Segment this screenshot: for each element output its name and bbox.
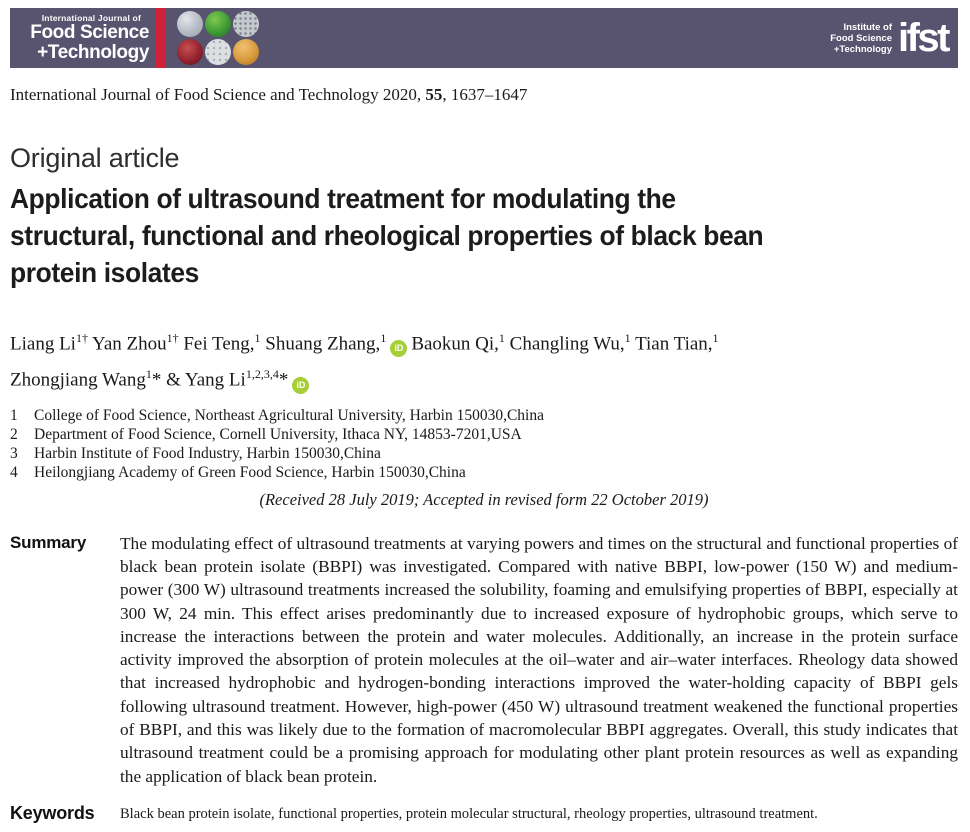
author-line-2: [10, 359, 958, 395]
affiliation-text: Heilongjiang Academy of Green Food Science, Harbin 150030,China: [34, 463, 466, 481]
ifst-text-line2: Food Science: [830, 32, 892, 44]
author-line-1: [10, 323, 958, 359]
article-title-line2: structural, functional and rheological properties of black bean: [10, 220, 764, 251]
author-name: & Yang Li: [161, 369, 246, 391]
affiliation-text: Harbin Institute of Food Industry, Harbin 150030,China: [34, 444, 381, 462]
article-type-label: Original article: [10, 143, 180, 173]
honey-icon: [233, 39, 259, 65]
citation-volume: 55: [425, 85, 443, 104]
greens-icon: [205, 11, 231, 37]
citation-pages: , 1637–1647: [442, 85, 528, 104]
keywords-text: Black bean protein isolate, functional properties, protein molecular structural, rheology properties, ultrasound treatment.: [120, 805, 818, 822]
author-affil-sup: 1†: [166, 331, 179, 345]
affiliation-row: [10, 406, 958, 425]
journal-logo-line-technology: +Technology: [37, 42, 149, 63]
keywords-section: [10, 802, 958, 824]
grains-icon: [177, 11, 203, 37]
author-affil-sup: 1: [624, 331, 631, 345]
orcid-icon[interactable]: iD: [390, 340, 407, 357]
journal-logo: [10, 8, 156, 68]
food-icon-grid: [177, 11, 259, 65]
journal-logo-tagline: International Journal of: [41, 13, 141, 23]
journal-logo-line-food-science: Food Science: [30, 22, 149, 43]
affiliation-number: 2: [10, 425, 18, 443]
author-affil-sup: 1: [380, 331, 387, 345]
received-accepted-line: (Received 28 July 2019; Accepted in revised form 22 October 2019): [259, 489, 709, 509]
author-name: Zhongjiang Wang: [10, 369, 146, 391]
journal-banner: [10, 8, 958, 68]
affiliation-row: [10, 444, 958, 463]
affiliation-number: 3: [10, 444, 18, 462]
dot-grid-icon: [233, 11, 259, 37]
summary-section: [10, 532, 958, 788]
orcid-icon[interactable]: iD: [292, 377, 309, 394]
ifst-wordmark: ifst: [898, 16, 948, 60]
affiliation-text: Department of Food Science, Cornell University, Ithaca NY, 14853-7201,USA: [34, 425, 522, 443]
author-affil-sup: 1: [145, 367, 152, 382]
berries-icon: [177, 39, 203, 65]
author-list: [10, 323, 958, 396]
article-title-line3: protein isolates: [10, 257, 199, 288]
affiliation-number: 4: [10, 463, 18, 481]
author-name: Baokun Qi,: [411, 333, 499, 355]
seeds-icon: [205, 39, 231, 65]
corresponding-star: *: [278, 369, 289, 391]
affiliation-list: [10, 406, 958, 482]
affiliation-text: College of Food Science, Northeast Agricultural University, Harbin 150030,China: [34, 406, 544, 424]
author-name: Yan Zhou: [87, 333, 167, 355]
author-name: Fei Teng,: [178, 333, 255, 355]
author-name: Liang Li: [10, 333, 76, 355]
keywords-label: Keywords: [10, 802, 95, 823]
author-name: Shuang Zhang,: [260, 333, 381, 355]
citation-journal: International Journal of Food Science and Technology 2020,: [10, 85, 426, 104]
citation-line: [10, 85, 958, 105]
corresponding-star: *: [151, 369, 162, 391]
summary-label: Summary: [10, 532, 87, 552]
ifst-logo-text: [830, 22, 892, 55]
banner-spacer: [259, 8, 830, 68]
ifst-logo: [830, 8, 958, 68]
summary-text: The modulating effect of ultrasound treatments at varying powers and times on the structural and functional properties of black bean protein isolate (BBPI) was investigated. Compared with native BBPI, low-power (150 W) and medium-power (300 W) ultrasound treatments increased the solubility, foaming and emulsifying properties of BBPI, especially at 300 W, 24 min. This effect arises predominantly due to increased exposure of hydrophobic groups, which serve to increase the interactions between the protein and water molecules. Additionally, an increase in the protein surface activity improved the absorption of protein molecules at the oil–water and air–water interfaces. Rheology data showed that increased hydrophobic and hydrogen-bonding interactions improved the water-holding capacity of BBPI gels following ultrasound treatment. However, high-power (450 W) ultrasound treatment weakened the functional properties of BBPI, and this was likely due to the formation of macromolecular BBPI aggregates. Overall, this study indicates that ultrasound treatment could be a promising approach for modulating other plant protein resources as well as expanding the application of black bean protein.: [120, 533, 958, 786]
author-affil-sup: 1: [254, 331, 261, 345]
banner-accent-bar: [156, 8, 165, 68]
author-name: Tian Tian,: [630, 333, 713, 355]
affiliation-row: [10, 463, 958, 482]
article-title-line1: Application of ultrasound treatment for modulating the: [10, 183, 676, 214]
author-affil-sup: 1: [498, 331, 505, 345]
author-affil-sup: 1,2,3,4: [245, 367, 279, 382]
affiliation-number: 1: [10, 406, 18, 424]
article-title: [10, 180, 958, 291]
author-affil-sup: 1: [712, 331, 719, 345]
ifst-text-line3: +Technology: [833, 43, 892, 55]
author-affil-sup: 1†: [75, 331, 88, 345]
ifst-text-line1: Institute of: [843, 21, 892, 33]
affiliation-row: [10, 425, 958, 444]
author-name: Changling Wu,: [504, 333, 625, 355]
